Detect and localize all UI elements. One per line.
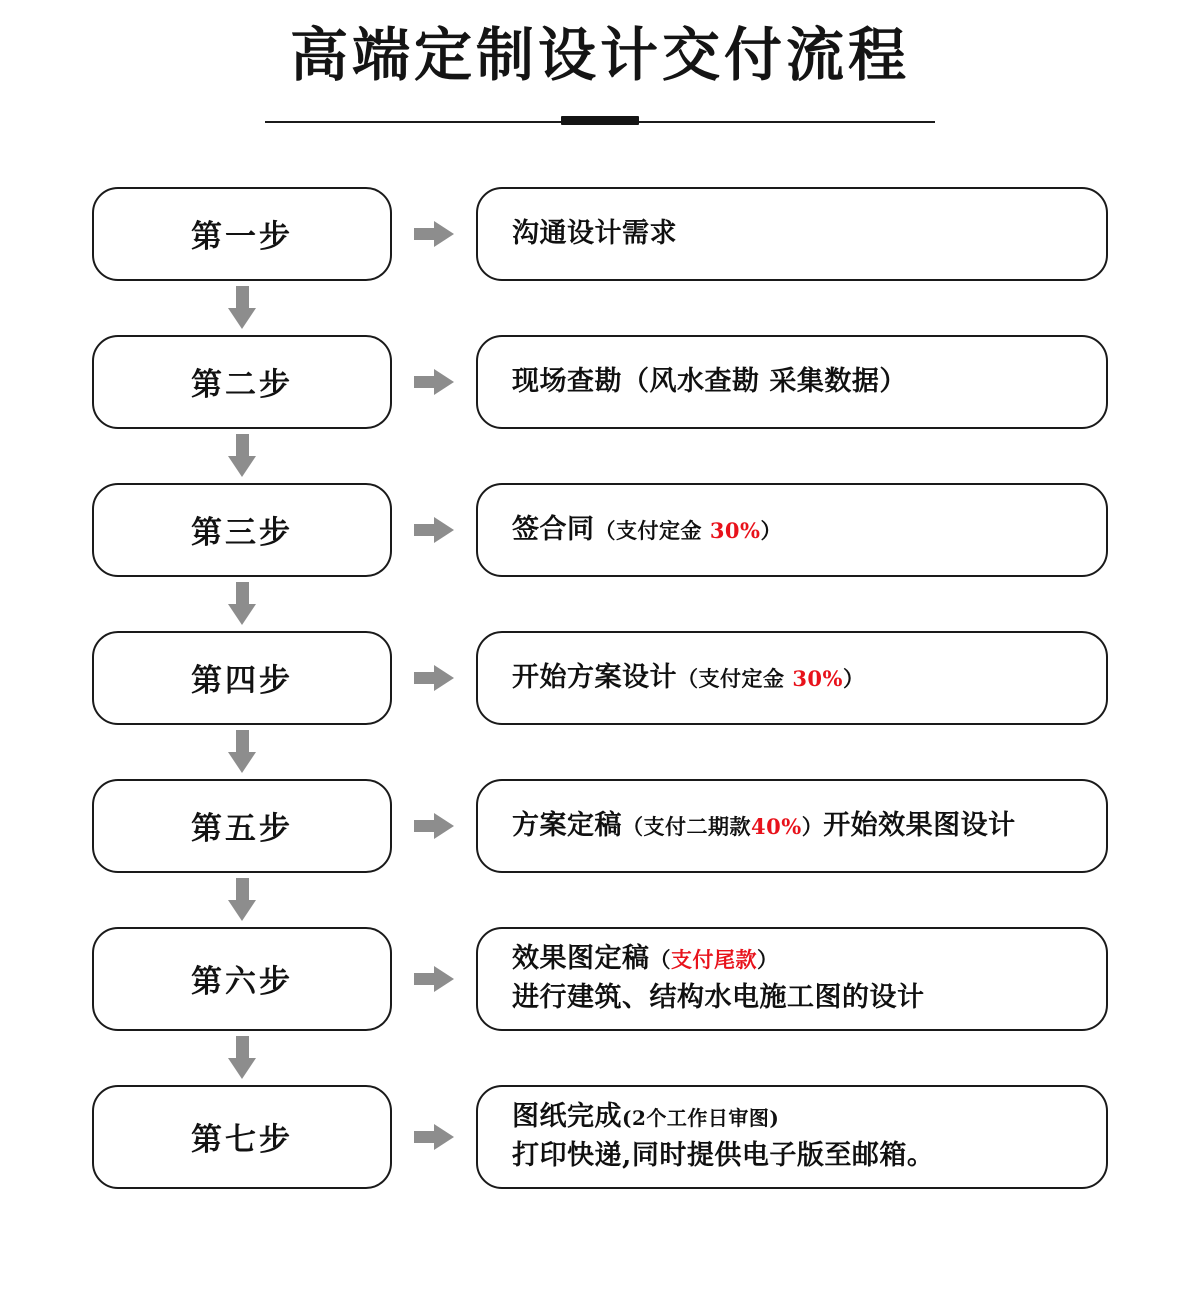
arrow-right-icon (392, 1085, 476, 1189)
detail-paren: (2个工作日审图) (622, 1106, 780, 1131)
detail-box-2[interactable] (476, 335, 1108, 429)
detail-tail: ） (757, 947, 779, 973)
detail-tail: ） (760, 517, 782, 543)
step-label: 第二步 (191, 367, 293, 404)
page-title: 高端定制设计交付流程 (289, 21, 910, 89)
detail-main: 图纸完成 (512, 1101, 622, 1133)
title-divider (265, 115, 935, 129)
arrow-down-icon (92, 873, 392, 927)
detail-box-1[interactable] (476, 187, 1108, 281)
detail-box-7[interactable] (476, 1085, 1108, 1189)
arrow-down-icon (92, 281, 392, 335)
detail-paren: （支付二期款 (622, 813, 751, 839)
arrow-right-icon (392, 927, 476, 1031)
arrow-right-icon (392, 335, 476, 429)
connector-3-4 (92, 577, 1108, 631)
step-label: 第一步 (191, 219, 293, 256)
detail-line2: 进行建筑、结构水电施工图的设计 (512, 981, 925, 1013)
detail-tail: ） (801, 813, 824, 839)
detail-main: 开始方案设计 (512, 661, 677, 693)
connector-5-6 (92, 873, 1108, 927)
flow-row (92, 483, 1108, 577)
detail-paren: （支付定金 (677, 665, 793, 691)
detail-paren: （支付定金 (594, 517, 710, 543)
step-box-3[interactable] (92, 483, 392, 577)
flowchart (0, 187, 1200, 1189)
step-box-4[interactable] (92, 631, 392, 725)
detail-red: 40% (751, 813, 802, 839)
step-box-2[interactable] (92, 335, 392, 429)
detail-red: 支付尾款 (671, 947, 757, 973)
step-label: 第五步 (191, 811, 293, 848)
detail-main: 方案定稿 (512, 809, 622, 841)
step-box-1[interactable] (92, 187, 392, 281)
flow-row (92, 779, 1108, 873)
title-divider-accent (561, 116, 639, 125)
detail-box-3[interactable] (476, 483, 1108, 577)
arrow-down-icon (92, 725, 392, 779)
detail-box-4[interactable] (476, 631, 1108, 725)
step-box-6[interactable] (92, 927, 392, 1031)
flow-row (92, 1085, 1108, 1189)
detail-main: 签合同 (512, 513, 595, 545)
step-box-5[interactable] (92, 779, 392, 873)
detail-red: 30% (709, 517, 761, 543)
arrow-right-icon (392, 483, 476, 577)
arrow-right-icon (392, 779, 476, 873)
arrow-down-icon (92, 429, 392, 483)
arrow-down-icon (92, 577, 392, 631)
detail-box-6[interactable] (476, 927, 1108, 1031)
connector-1-2 (92, 281, 1108, 335)
step-label: 第六步 (191, 964, 293, 1001)
step-label: 第四步 (191, 663, 293, 700)
step-label: 第三步 (191, 515, 293, 552)
flow-row (92, 631, 1108, 725)
arrow-right-icon (392, 187, 476, 281)
connector-6-7 (92, 1031, 1108, 1085)
detail-main: 沟通设计需求 (512, 217, 677, 249)
detail-red: 30% (792, 665, 843, 691)
detail-main: 效果图定稿 (512, 943, 650, 975)
flow-row (92, 335, 1108, 429)
step-label: 第七步 (191, 1122, 293, 1159)
detail-extra: 开始效果图设计 (823, 809, 1016, 841)
connector-2-3 (92, 429, 1108, 483)
arrow-right-icon (392, 631, 476, 725)
detail-main: 现场查勘（风水查勘 采集数据） (512, 365, 907, 397)
flow-row (92, 187, 1108, 281)
detail-box-5[interactable] (476, 779, 1108, 873)
detail-tail: ） (843, 665, 865, 691)
detail-paren: （ (649, 947, 671, 973)
detail-line2: 打印快递,同时提供电子版至邮箱。 (512, 1139, 935, 1171)
flow-row (92, 927, 1108, 1031)
step-box-7[interactable] (92, 1085, 392, 1189)
arrow-down-icon (92, 1031, 392, 1085)
connector-4-5 (92, 725, 1108, 779)
